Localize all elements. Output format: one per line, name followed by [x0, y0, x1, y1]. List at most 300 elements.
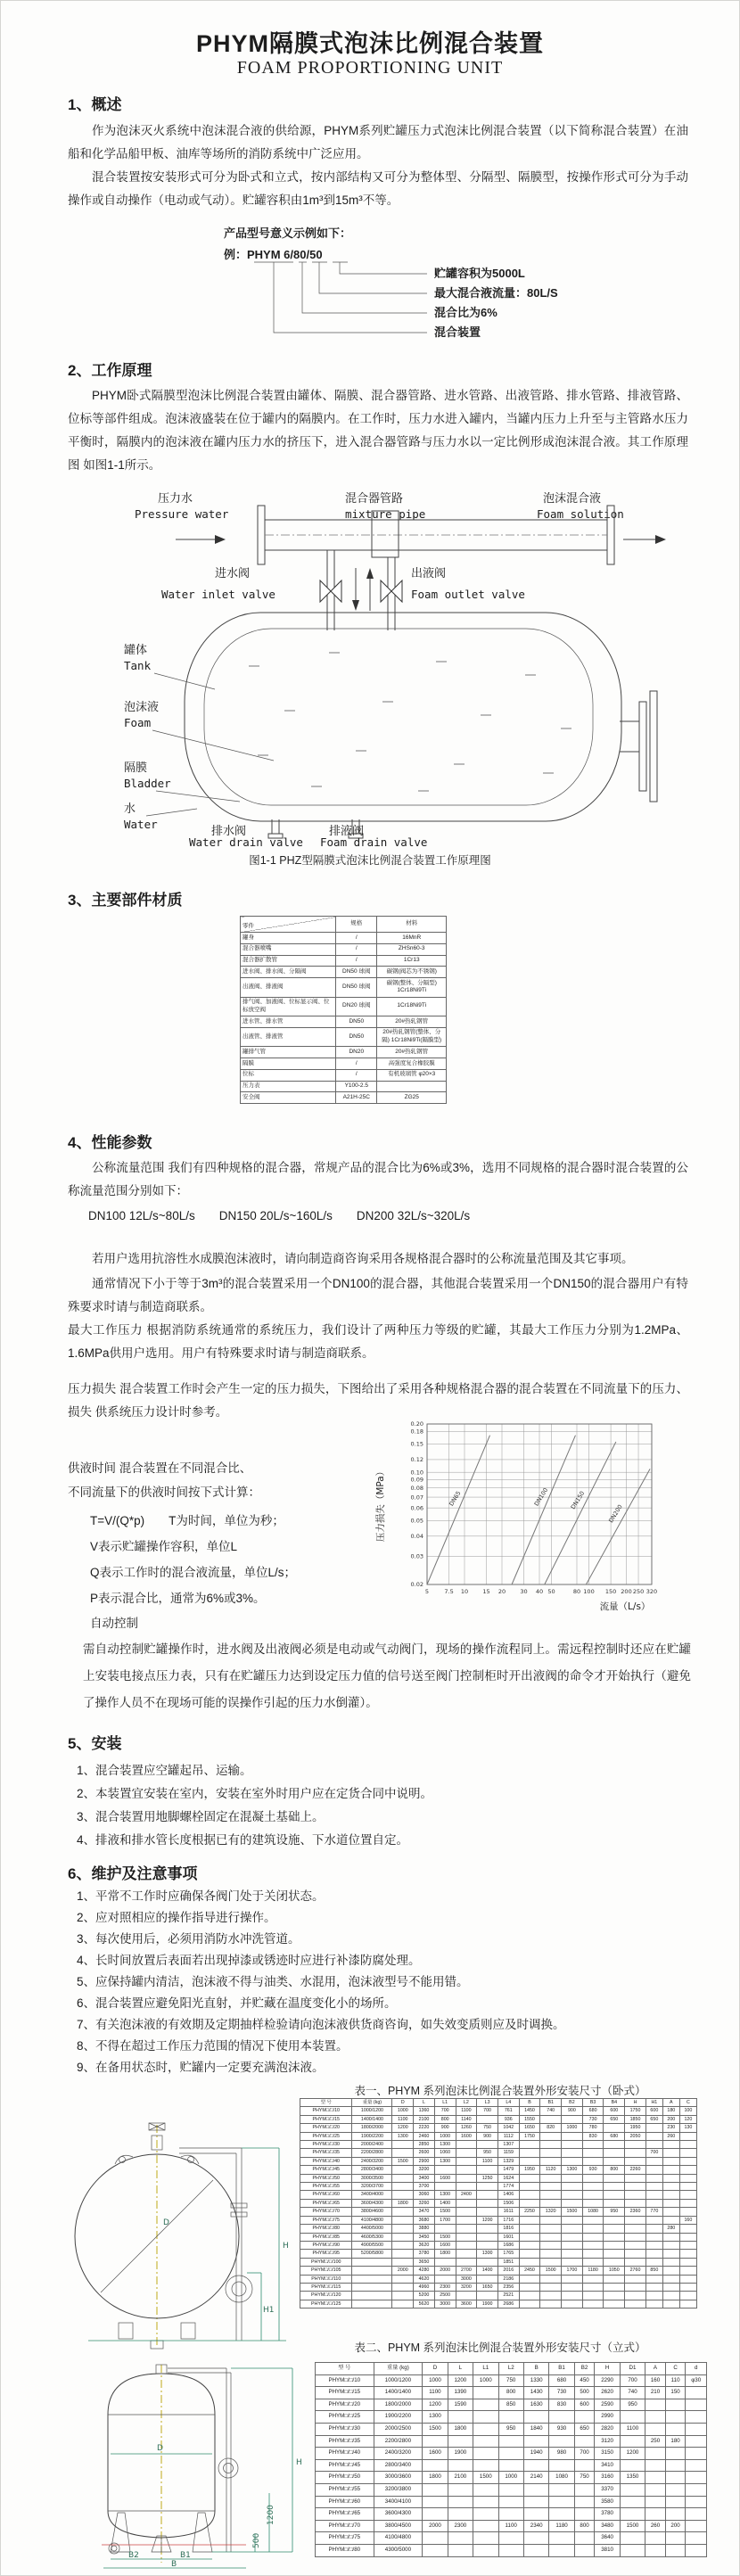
table-cell	[392, 2216, 414, 2224]
table-cell	[540, 2174, 562, 2182]
table-cell	[582, 2241, 604, 2249]
table-cell: 800	[604, 2166, 625, 2174]
table-cell	[625, 2241, 646, 2249]
table-cell	[549, 2532, 574, 2545]
table-cell	[540, 2233, 562, 2241]
table-cell	[562, 2141, 583, 2149]
table-cell: 2820	[595, 2423, 620, 2435]
table-cell	[498, 2508, 523, 2521]
table-row	[316, 2435, 707, 2448]
table-cell	[582, 2216, 604, 2224]
table-cell	[448, 2483, 473, 2496]
table-cell: PHYM□/□/30	[316, 2423, 374, 2435]
table-cell: 2620	[595, 2387, 620, 2399]
foam-label-en: Foam	[124, 716, 152, 729]
table-cell	[662, 2283, 679, 2291]
table-cell	[540, 2275, 562, 2283]
column-header: B1	[549, 2363, 574, 2375]
table-cell: 3160	[595, 2472, 620, 2484]
table-cell: 2000	[423, 2520, 448, 2532]
table-cell: 3200	[456, 2283, 477, 2291]
table-cell: 1800	[448, 2423, 473, 2435]
table-cell	[679, 2208, 696, 2216]
table-cell	[679, 2191, 696, 2199]
table-cell	[562, 2241, 583, 2249]
table-cell: PHYM□/□/60	[300, 2191, 352, 2199]
table-cell	[662, 2292, 679, 2300]
table-cell	[574, 2459, 595, 2472]
table-cell: 1686	[497, 2241, 519, 2249]
table-cell	[498, 2532, 523, 2545]
table-cell	[604, 2300, 625, 2308]
foam-outlet-valve-label-cn: 出液阀	[411, 566, 447, 580]
table-cell	[604, 2292, 625, 2300]
table-cell: 2900	[414, 2157, 435, 2165]
table-cell	[604, 2191, 625, 2199]
dim2-leg-label: 1200	[267, 2505, 275, 2525]
table-cell	[645, 2544, 666, 2556]
table-cell: 2000	[434, 2267, 456, 2275]
table-cell	[679, 2183, 696, 2191]
table-cell	[662, 2183, 679, 2191]
table-cell: 730	[549, 2387, 574, 2399]
table-cell	[574, 2532, 595, 2545]
table-cell	[540, 2216, 562, 2224]
table-cell: 936	[497, 2115, 519, 2123]
y-tick-label: 0.15	[410, 1440, 423, 1448]
table-cell: PHYM□/□/25	[300, 2132, 352, 2140]
materials-header-material: 材料	[377, 917, 447, 933]
table-cell: PHYM□/□/100	[300, 2258, 352, 2266]
table-cell	[392, 2191, 414, 2199]
table-cell: 1000	[562, 2124, 583, 2132]
x-tick-label: 15	[482, 1588, 490, 1595]
table-cell: 180	[662, 2107, 679, 2115]
column-header: 型 号	[300, 2099, 352, 2107]
table-cell: PHYM□/□/25	[316, 2411, 374, 2424]
table-cell	[498, 2459, 523, 2472]
table-cell	[662, 2233, 679, 2241]
table-cell: 1050	[604, 2267, 625, 2275]
table-cell: 260	[662, 2132, 679, 2140]
table-cell	[574, 2435, 595, 2448]
list-item: 7、有关泡沫液的有效期及定期抽样检验请向泡沫液供货商咨询，如失效变质则应及时调换。	[77, 2018, 565, 2031]
table-cell: 1200	[423, 2399, 448, 2411]
table-row	[316, 2423, 707, 2435]
x-tick-label: 80	[572, 1588, 581, 1595]
table-cell: 2360	[625, 2208, 646, 2216]
table-cell: 650	[604, 2115, 625, 2123]
table-cell: 3650	[414, 2258, 435, 2266]
table-row	[241, 933, 447, 944]
table-cell	[456, 2241, 477, 2249]
table-row	[300, 2141, 697, 2149]
table-cell	[498, 2435, 523, 2448]
table-cell	[473, 2387, 498, 2399]
table-cell	[620, 2411, 645, 2424]
table-row	[300, 2174, 697, 2182]
x-tick-label: 250	[632, 1588, 645, 1595]
table-cell: 650	[645, 2115, 662, 2123]
table-cell: 600	[645, 2107, 662, 2115]
table-cell	[625, 2275, 646, 2283]
table-cell	[456, 2157, 477, 2165]
table-cell: PHYM□/□/15	[316, 2387, 374, 2399]
table-cell: 进水阀、排水阀、分隔阀	[241, 967, 336, 978]
series-line-DN150	[545, 1442, 616, 1584]
table-cell	[686, 2459, 707, 2472]
dim2-b1-label: B1	[180, 2551, 191, 2560]
table-cell: 安全阀	[241, 1092, 336, 1104]
table-cell: 1406	[497, 2191, 519, 2199]
column-header: L2	[498, 2363, 523, 2375]
table-row	[316, 2520, 707, 2532]
table-cell: 出液阀、排液阀	[241, 978, 336, 998]
table-cell	[665, 2532, 686, 2545]
table-cell	[392, 2300, 414, 2308]
table-cell: 1000	[498, 2472, 523, 2484]
table-cell: 761	[497, 2107, 519, 2115]
table-cell	[645, 2225, 662, 2233]
table-cell	[456, 2199, 477, 2207]
section-principle-heading: 2、工作原理	[68, 362, 152, 379]
dim2-b2-label: B2	[128, 2551, 139, 2560]
table-cell	[562, 2250, 583, 2258]
table-cell	[473, 2448, 498, 2460]
table-cell	[604, 2283, 625, 2291]
section-overview-heading: 1、概述	[68, 96, 122, 113]
vertical-tank-drawing	[68, 2359, 317, 2573]
table-cell: 3470	[414, 2208, 435, 2216]
table-cell: 740	[620, 2387, 645, 2399]
table-cell: 1430	[523, 2387, 548, 2399]
table-cell: 1000	[423, 2374, 448, 2387]
table-cell: 600	[574, 2399, 595, 2411]
table-cell	[477, 2166, 498, 2174]
table-cell: 位标	[241, 1069, 336, 1081]
table-cell: 3200	[414, 2166, 435, 2174]
table-cell	[686, 2544, 707, 2556]
table-cell: 1100	[477, 2157, 498, 2165]
y-tick-label: 0.03	[410, 1552, 423, 1560]
table-cell: DN50	[336, 1027, 377, 1047]
table-cell: 2260	[625, 2166, 646, 2174]
table-row	[300, 2241, 697, 2249]
table-cell: 1360	[414, 2107, 435, 2115]
table-cell	[448, 2544, 473, 2556]
table-row	[300, 2208, 697, 2216]
table-row	[241, 1058, 447, 1070]
table-cell: 3060	[414, 2191, 435, 2199]
mixture-pipe-label-cn: 混合器管路	[345, 491, 404, 505]
table-cell: 1350	[620, 2472, 645, 2484]
table-cell	[423, 2496, 448, 2508]
table-cell	[686, 2483, 707, 2496]
table-cell: 210	[645, 2387, 666, 2399]
table-cell: 1601	[497, 2233, 519, 2241]
callout-mix-ratio: 混合比为6%	[434, 306, 497, 319]
table-row	[300, 2199, 697, 2207]
y-tick-label: 0.04	[410, 1533, 423, 1541]
table-cell: 1307	[497, 2141, 519, 2149]
table-cell	[448, 2496, 473, 2508]
table-cell	[540, 2191, 562, 2199]
table-cell	[519, 2258, 540, 2266]
table-cell	[448, 2532, 473, 2545]
table-cell: 900	[434, 2124, 456, 2132]
table-cell: 1800	[392, 2199, 414, 2207]
table-cell	[686, 2423, 707, 2435]
table-row	[241, 978, 447, 998]
table-cell	[477, 2208, 498, 2216]
table-cell	[604, 2199, 625, 2207]
table-cell	[392, 2258, 414, 2266]
table-cell: 1400/1400	[352, 2115, 392, 2123]
table-cell	[662, 2141, 679, 2149]
table-cell: PHYM□/□/110	[300, 2275, 352, 2283]
overview-paragraph-1: 作为泡沫灭火系统中泡沫混合液的供给源，PHYM系列贮罐压力式泡沫比例混合装置（以下简称混合装置）在油船和化学品船甲板、油库等场所的消防系统中广泛应用。	[68, 124, 688, 160]
table2-caption: 表二、PHYM 系列泡沫比例混合装置外形安装尺寸（立式）	[354, 2341, 646, 2354]
table-cell: PHYM□/□/65	[300, 2199, 352, 2207]
table-cell: 4620	[414, 2275, 435, 2283]
table-cell	[562, 2300, 583, 2308]
table-cell	[562, 2174, 583, 2182]
table-cell	[625, 2250, 646, 2258]
table-row	[241, 997, 447, 1016]
list-item: 9、在备用状态时，贮罐内一定要充满泡沫液。	[77, 2061, 325, 2074]
table-cell	[477, 2115, 498, 2123]
page-title: PHYM隔膜式泡沫比例混合装置	[195, 30, 544, 57]
figure-1-1-schematic	[62, 488, 686, 848]
table-cell	[665, 2544, 686, 2556]
table-cell: 5200	[414, 2292, 435, 2300]
table-cell: 1500	[620, 2520, 645, 2532]
table-cell	[662, 2174, 679, 2182]
callout-tank-volume: 贮罐容积为5000L	[434, 267, 525, 280]
table-cell: 1200	[477, 2216, 498, 2224]
table-cell	[645, 2532, 666, 2545]
table-cell	[519, 2216, 540, 2224]
foam-outlet-valve-icon	[381, 580, 402, 602]
table-cell	[662, 2208, 679, 2216]
y-tick-label: 0.05	[410, 1517, 423, 1525]
table-cell	[473, 2459, 498, 2472]
table-cell: 2700	[456, 2267, 477, 2275]
table-cell: 260	[645, 2520, 666, 2532]
pressure-water-label-en: Pressure water	[135, 507, 229, 521]
table-cell	[392, 2225, 414, 2233]
column-header: 型 号	[316, 2363, 374, 2375]
table-cell	[498, 2496, 523, 2508]
table-cell: 1100	[498, 2520, 523, 2532]
foam-outlet-valve-label-en: Foam outlet valve	[411, 588, 525, 601]
table-cell: 1600	[434, 2241, 456, 2249]
water-drain-valve-label-en: Water drain valve	[189, 835, 303, 848]
table-cell: 进水管、排水管	[241, 1016, 336, 1028]
y-tick-label: 0.06	[410, 1504, 423, 1512]
table-cell: PHYM□/□/40	[316, 2448, 374, 2460]
table-cell	[679, 2157, 696, 2165]
column-header: D	[423, 2363, 448, 2375]
table-cell: 2140	[523, 2472, 548, 2484]
table-cell: 2850	[414, 2141, 435, 2149]
table-cell	[423, 2435, 448, 2448]
foam-drain-valve-label-cn: 排液阀	[329, 824, 365, 837]
table-cell: 1250	[477, 2174, 498, 2182]
table-row	[300, 2258, 697, 2266]
table-cell: 3880	[414, 2225, 435, 2233]
table-cell	[679, 2267, 696, 2275]
list-item: 1、平常不工作时应确保各阀门处于关闭状态。	[77, 1889, 325, 1903]
table-cell: 混合器喷嘴	[241, 943, 336, 955]
table-cell	[645, 2157, 662, 2165]
table-cell	[620, 2532, 645, 2545]
dimensions-table-vertical	[315, 2362, 707, 2557]
table-row	[300, 2115, 697, 2123]
table-row	[300, 2149, 697, 2157]
table-cell: 1500	[473, 2472, 498, 2484]
table-row	[300, 2216, 697, 2224]
table-cell: 120	[679, 2115, 696, 2123]
table-cell: 3000/3600	[374, 2472, 423, 2484]
table-cell: 1800	[434, 2250, 456, 2258]
table-cell: DN20	[336, 1047, 377, 1058]
table-cell	[645, 2258, 662, 2266]
table-cell: 1590	[448, 2399, 473, 2411]
table-cell: 1800/2000	[374, 2399, 423, 2411]
table-cell: 高强度复合橡胶膜	[377, 1058, 447, 1070]
table-cell	[392, 2149, 414, 2157]
bladder-membrane	[204, 629, 593, 805]
table-cell	[448, 2435, 473, 2448]
table-row	[300, 2166, 697, 2174]
table-cell	[519, 2199, 540, 2207]
overview-paragraph-2: 混合装置按安装形式可分为卧式和立式，按内部结构又可分为整体型、分隔型、隔膜型，按操作形式可分为手动操作或自动操作（电动或气动）。贮罐容积由1m³到15m³不等。	[68, 170, 688, 207]
table-cell	[679, 2292, 696, 2300]
column-header: B2	[574, 2363, 595, 2375]
table-cell	[519, 2149, 540, 2157]
table-cell: 1112	[497, 2132, 519, 2140]
table-cell: PHYM□/□/30	[300, 2141, 352, 2149]
table-cell	[352, 2275, 392, 2283]
table-cell	[540, 2199, 562, 2207]
table-cell	[679, 2283, 696, 2291]
table-cell	[620, 2544, 645, 2556]
table-cell	[448, 2459, 473, 2472]
table-cell	[523, 2435, 548, 2448]
table-cell	[625, 2283, 646, 2291]
table-cell	[456, 2174, 477, 2182]
table-cell	[625, 2225, 646, 2233]
list-item: 不同流量下的供液时间按下式计算：	[68, 1486, 260, 1499]
table-cell	[645, 2174, 662, 2182]
table-cell: 750	[498, 2374, 523, 2387]
water-label-en: Water	[124, 818, 158, 831]
table-cell: 3580	[595, 2496, 620, 2508]
list-item: 8、不得在超过工作压力范围的情况下使用本装置。	[77, 2039, 349, 2053]
table-cell: 1774	[497, 2183, 519, 2191]
list-item: P表示混合比，通常为6%或3%。	[90, 1592, 266, 1605]
table-cell: 3410	[595, 2459, 620, 2472]
performance-usual-paragraph: 通常情况下小于等于3m³的混合装置采用一个DN100的混合器，其他混合装置采用一个DN150的混合器用户有特殊要求时请与制造商联系。	[68, 1277, 688, 1313]
table-cell	[604, 2225, 625, 2233]
table-cell: PHYM□/□/35	[316, 2435, 374, 2448]
auto-control-paragraph: 需自动控制贮罐操作时，进水阀及出液阀必须是电动或气动阀门，现场的操作流程同上。需远程控制时还应在贮罐上安装电接点压力表，只有在贮罐压力达到设定压力值的信号送至阀门控制柜时开出液阀的命令才开始执行（避免了操作人员不在现场可能的误操作引起的压力水倒灌）。	[83, 1642, 691, 1709]
table-row	[300, 2183, 697, 2191]
table-cell	[686, 2472, 707, 2484]
table-cell: 800	[498, 2387, 523, 2399]
table-cell	[679, 2275, 696, 2283]
table-cell	[519, 2141, 540, 2149]
callout-max-flow: 最大混合液流量：80L/S	[434, 286, 558, 300]
table-cell: /	[336, 933, 377, 944]
table-cell	[392, 2292, 414, 2300]
table-cell	[574, 2411, 595, 2424]
horizontal-tank-drawing	[63, 2098, 293, 2373]
table-cell: 1120	[540, 2166, 562, 2174]
table-cell: 1500	[540, 2267, 562, 2275]
table-cell	[645, 2216, 662, 2224]
table-cell: 3800/4500	[374, 2520, 423, 2532]
table-cell: DN50 球阀	[336, 967, 377, 978]
model-designation-diagram	[222, 224, 614, 342]
table-cell: 1180	[549, 2520, 574, 2532]
performance-flow-ranges: DN100 12L/s~80L/s DN150 20L/s~160L/s DN200 32L/s~320L/s	[88, 1209, 471, 1222]
dimensions-table-horizontal	[300, 2098, 697, 2309]
table-cell: 730	[582, 2115, 604, 2123]
table-cell	[620, 2508, 645, 2521]
table-cell: 2000/2500	[374, 2423, 423, 2435]
table-cell: 3400	[414, 2174, 435, 2182]
table-cell: PHYM□/□/70	[316, 2520, 374, 2532]
table-cell: 2050	[625, 2132, 646, 2140]
table-cell	[686, 2508, 707, 2521]
table-cell	[562, 2183, 583, 2191]
section-maintenance-heading: 6、维护及注意事项	[68, 1865, 198, 1882]
table-cell	[686, 2411, 707, 2424]
performance-flow-paragraph: 公称流量范围 我们有四种规格的混合器，常规产品的混合比为6%或3%，选用不同规格的混合器时混合装置的公称流量范围分别如下：	[68, 1161, 688, 1197]
table-row	[241, 943, 447, 955]
column-header: B2	[562, 2099, 583, 2107]
x-tick-label: 5	[424, 1588, 430, 1595]
foam-texture	[249, 653, 571, 791]
table-cell	[519, 2233, 540, 2241]
section-materials-heading: 3、主要部件材质	[68, 892, 183, 909]
table-cell: 900	[562, 2107, 583, 2115]
table-cell: 3640	[595, 2532, 620, 2545]
table-cell: 200	[662, 2115, 679, 2123]
table-cell: 2400/3200	[374, 2448, 423, 2460]
table-cell	[625, 2141, 646, 2149]
table-cell: 3260	[414, 2199, 435, 2207]
table2-header-row	[316, 2363, 707, 2375]
table-cell	[625, 2300, 646, 2308]
table-cell: 980	[549, 2448, 574, 2460]
table-cell	[665, 2423, 686, 2435]
table-cell: 2500	[434, 2292, 456, 2300]
table-cell: 280	[662, 2225, 679, 2233]
table-cell: 450	[574, 2374, 595, 2387]
table-cell	[679, 2166, 696, 2174]
table-cell	[434, 2166, 456, 2174]
table-cell	[473, 2483, 498, 2496]
table-cell	[519, 2241, 540, 2249]
callout-unit: 混合装置	[434, 325, 481, 339]
table-cell	[665, 2483, 686, 2496]
x-tick-label: 30	[520, 1588, 528, 1595]
table-cell: PHYM□/□/10	[300, 2107, 352, 2115]
list-item: 6、混合装置应避免阳光直射，并贮藏在温度变化小的场所。	[77, 1996, 397, 2010]
